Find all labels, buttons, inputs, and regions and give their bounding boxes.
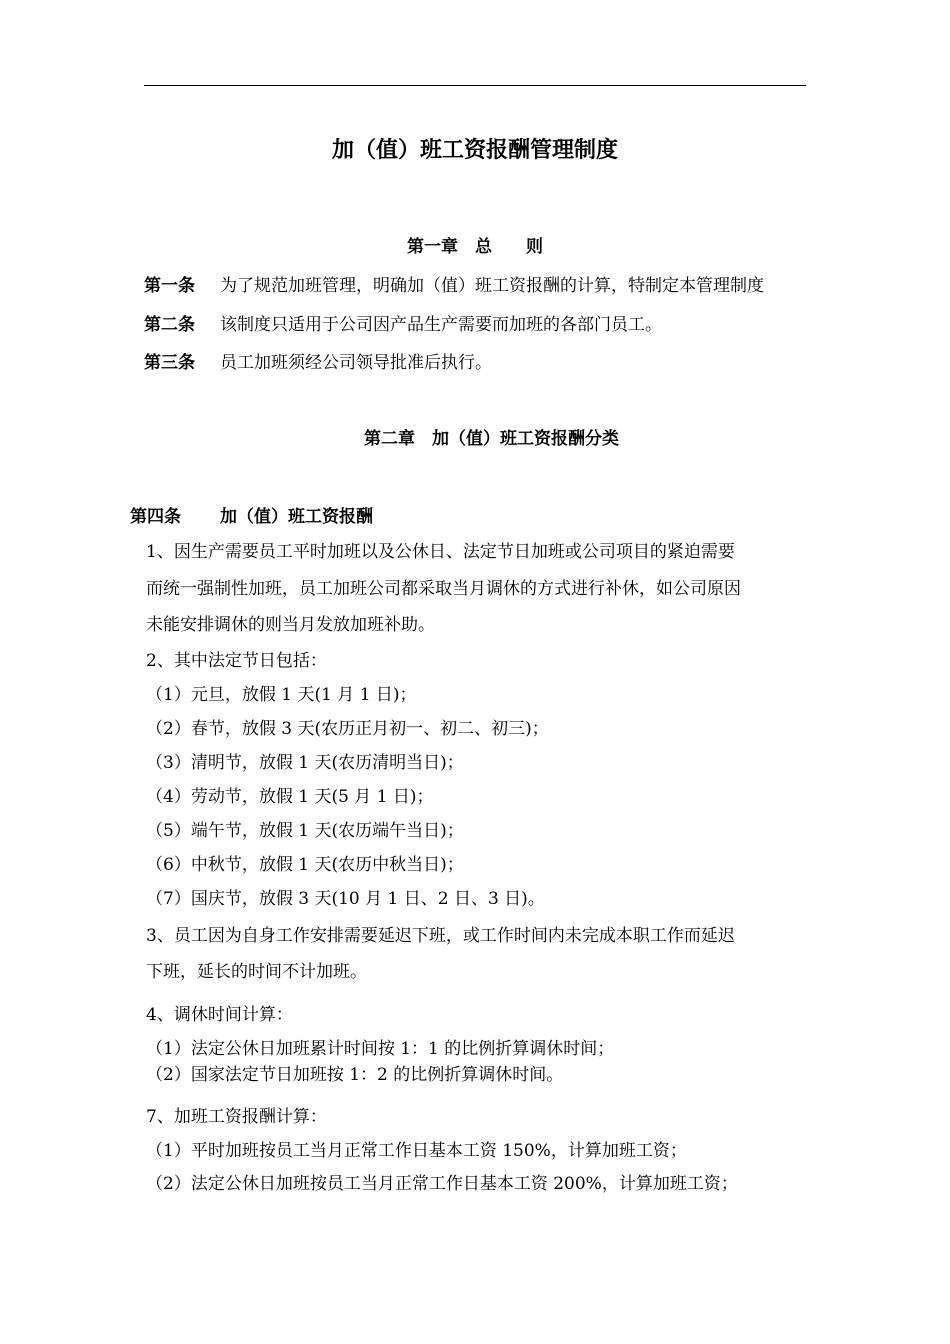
para-1-line-2: 而统一强制性加班，员工加班公司都采取当月调休的方式进行补休，如公司原因: [146, 579, 741, 599]
document-title: 加（值）班工资报酬管理制度: [331, 137, 618, 163]
para-1-line-3: 未能安排调休的则当月发放加班补助。: [146, 615, 435, 635]
holiday-item: （6）中秋节，放假 1 天(农历中秋当日)；: [146, 855, 464, 875]
holiday-item: （7）国庆节，放假 3 天(10 月 1 日、2 日、3 日)。: [146, 889, 545, 909]
leave-rule-item: （1）法定公休日加班累计时间按 1：1 的比例折算调休时间；: [146, 1039, 615, 1059]
article-3-label: 第三条: [144, 353, 195, 373]
holiday-item: （4）劳动节，放假 1 天(5 月 1 日)；: [146, 787, 434, 807]
holiday-item: （5）端午节，放假 1 天(农历端午当日)；: [146, 821, 464, 841]
article-4-title: 加（值）班工资报酬: [220, 507, 373, 527]
article-1-text: 为了规范加班管理，明确加（值）班工资报酬的计算，特制定本管理制度: [220, 276, 764, 296]
para-3-line-2: 下班，延长的时间不计加班。: [146, 962, 367, 982]
para-4-heading: 4、调休时间计算：: [146, 1005, 293, 1025]
leave-rule-item: （2）国家法定节日加班按 1：2 的比例折算调休时间。: [146, 1065, 564, 1085]
para-7-heading: 7、加班工资报酬计算：: [146, 1107, 327, 1127]
chapter-2-heading: 第二章 加（值）班工资报酬分类: [364, 429, 619, 449]
para-3-line-1: 3、员工因为自身工作安排需要延迟下班，或工作时间内未完成本职工作而延迟: [146, 926, 735, 946]
article-3-text: 员工加班须经公司领导批准后执行。: [220, 353, 492, 373]
article-2-text: 该制度只适用于公司因产品生产需要而加班的各部门员工。: [220, 315, 662, 335]
article-2-label: 第二条: [144, 315, 195, 335]
chapter-1-heading: 第一章 总 则: [407, 237, 543, 257]
header-rule: [144, 85, 806, 86]
holiday-item: （3）清明节，放假 1 天(农历清明当日)；: [146, 753, 464, 773]
para-1-line-1: 1、因生产需要员工平时加班以及公休日、法定节日加班或公司项目的紧迫需要: [146, 542, 735, 562]
article-1-label: 第一条: [144, 276, 195, 296]
para-2-heading: 2、其中法定节日包括：: [146, 651, 327, 671]
holiday-item: （1）元旦，放假 1 天(1 月 1 日)；: [146, 685, 417, 705]
pay-rule-item: （2）法定公休日加班按员工当月正常工作日基本工资 200%，计算加班工资；: [146, 1174, 738, 1194]
article-4-label: 第四条: [130, 507, 181, 527]
pay-rule-item: （1）平时加班按员工当月正常工作日基本工资 150%，计算加班工资；: [146, 1141, 687, 1161]
holiday-item: （2）春节，放假 3 天(农历正月初一、初二、初三)；: [146, 719, 549, 739]
